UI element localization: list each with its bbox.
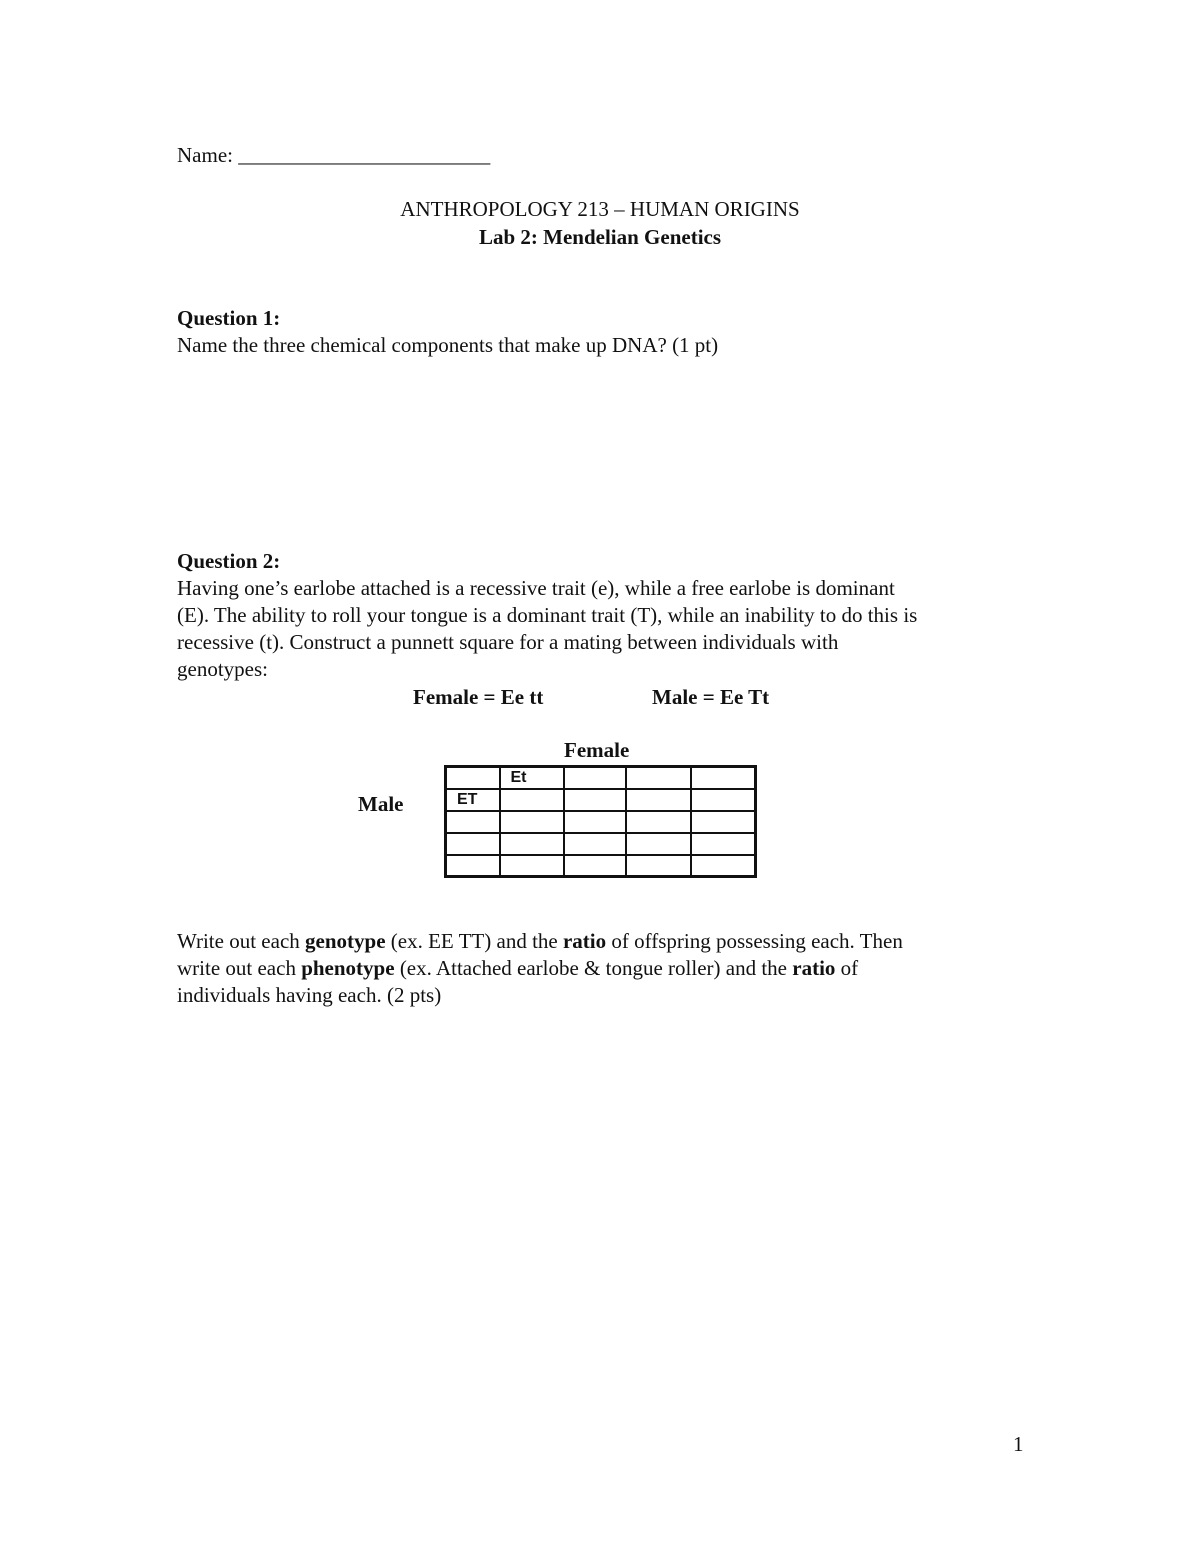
punnett-cell	[626, 811, 691, 833]
punnett-cell	[691, 789, 756, 811]
punnett-cell	[626, 767, 691, 789]
text-run: write out each	[177, 956, 302, 980]
punnett-cell: ET	[446, 789, 500, 811]
punnett-square	[444, 765, 757, 878]
punnett-cell	[500, 855, 564, 877]
punnett-cell	[564, 811, 626, 833]
punnett-cell: Et	[500, 767, 564, 789]
question2-line: Having one’s earlobe attached is a recessive trait (e), while a free earlobe is dominant	[177, 576, 895, 600]
question2-line: recessive (t). Construct a punnett square for a mating between individuals with	[177, 630, 839, 654]
punnett-cell	[626, 789, 691, 811]
ratio-term: ratio	[792, 956, 836, 980]
punnett-cell	[691, 811, 756, 833]
punnett-row	[446, 833, 756, 855]
punnett-cell	[500, 811, 564, 833]
text-run: Write out each	[177, 929, 306, 953]
ratio-term: ratio	[562, 929, 607, 953]
punnett-row	[446, 855, 756, 877]
punnett-cell	[446, 811, 500, 833]
punnett-cell	[564, 855, 626, 877]
punnett-cell	[691, 833, 756, 855]
name-label: Name:	[177, 143, 233, 167]
instructions-line: individuals having each. (2 pts)	[177, 983, 442, 1007]
page-number: 1	[1013, 1432, 1024, 1456]
punnett-row	[446, 811, 756, 833]
question2-heading: Question 2:	[177, 549, 281, 573]
punnett-cell	[564, 767, 626, 789]
question2-line: genotypes:	[177, 657, 268, 681]
punnett-cell	[691, 855, 756, 877]
lab-title: Lab 2: Mendelian Genetics	[478, 225, 722, 249]
question2-line: (E). The ability to roll your tongue is a dominant trait (T), while an inability to do this is	[177, 603, 918, 627]
text-run: (ex. EE TT) and the	[385, 929, 563, 953]
punnett-row	[446, 767, 756, 789]
question1-text: Name the three chemical components that make up DNA? (1 pt)	[177, 333, 719, 357]
name-blank: ________________________	[238, 143, 491, 167]
punnett-cell	[626, 833, 691, 855]
phenotype-term: phenotype	[301, 956, 395, 980]
punnett-cell	[564, 789, 626, 811]
punnett-cell	[500, 833, 564, 855]
text-run: of	[835, 956, 859, 980]
question2-body	[177, 575, 1037, 683]
punnett-row	[446, 789, 756, 811]
punnett-cell	[446, 833, 500, 855]
instructions-line	[177, 955, 903, 982]
name-field	[177, 142, 490, 169]
punnett-female-label: Female	[564, 738, 630, 762]
instructions-line	[177, 928, 903, 955]
punnett-cell	[691, 767, 756, 789]
female-genotype: Female = Ee tt	[413, 685, 544, 709]
text-run: (ex. Attached earlobe & tongue roller) and the	[394, 956, 793, 980]
genotype-term: genotype	[305, 929, 386, 953]
text-run: of offspring possessing each. Then	[606, 929, 903, 953]
punnett-cell	[626, 855, 691, 877]
male-genotype: Male = Ee Tt	[652, 685, 770, 709]
punnett-male-label: Male	[358, 792, 404, 816]
punnett-cell	[564, 833, 626, 855]
question1-heading: Question 1:	[177, 306, 281, 330]
instructions	[177, 928, 903, 1009]
course-title: ANTHROPOLOGY 213 – HUMAN ORIGINS	[400, 197, 800, 221]
punnett-cell	[446, 855, 500, 877]
punnett-cell	[446, 767, 500, 789]
punnett-cell	[500, 789, 564, 811]
